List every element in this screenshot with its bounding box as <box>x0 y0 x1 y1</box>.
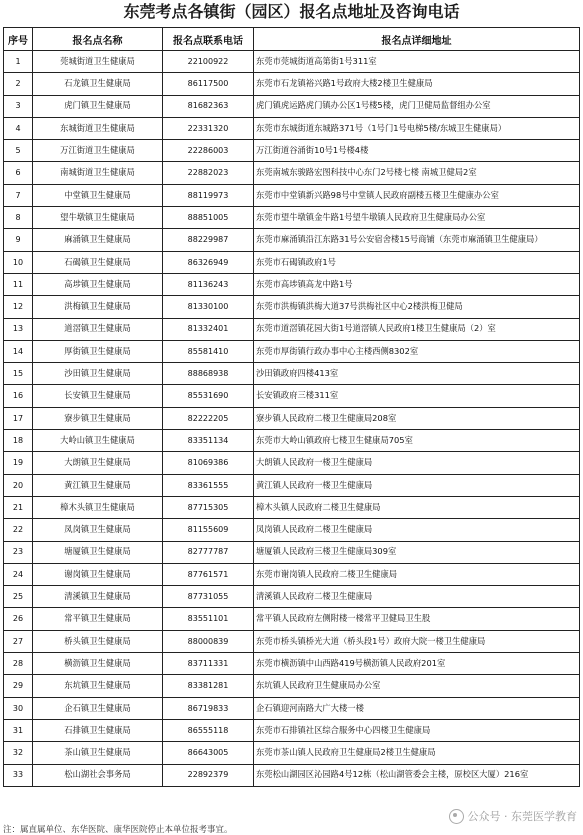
station-address: 东莞市茶山镇人民政府卫生健康局2楼卫生健康局 <box>254 742 580 764</box>
table-row <box>4 742 580 764</box>
row-number: 3 <box>4 95 33 117</box>
table-body <box>4 51 580 787</box>
station-address: 东莞市麻涌镇沿江东路31号公安宿舍楼15号商铺（东莞市麻涌镇卫生健康局） <box>254 229 580 251</box>
row-number: 7 <box>4 184 33 206</box>
table-row <box>4 117 580 139</box>
row-number: 5 <box>4 140 33 162</box>
table-row <box>4 95 580 117</box>
station-phone: 86326949 <box>163 251 254 273</box>
row-number: 20 <box>4 474 33 496</box>
table-row <box>4 363 580 385</box>
table-header-row <box>4 28 580 51</box>
table-row <box>4 430 580 452</box>
row-number: 9 <box>4 229 33 251</box>
table-row <box>4 719 580 741</box>
row-number: 6 <box>4 162 33 184</box>
table-row <box>4 764 580 786</box>
station-name: 石碣镇卫生健康局 <box>33 251 163 273</box>
header-no: 序号 <box>4 28 33 51</box>
station-address: 东莞市桥头镇桥光大道（桥头段1号）政府大院一楼卫生健康局 <box>254 630 580 652</box>
station-address: 东莞市石龙镇裕兴路1号政府大楼2楼卫生健康局 <box>254 73 580 95</box>
station-address: 东莞市洪梅镇洪梅大道37号洪梅社区中心2楼洪梅卫健局 <box>254 296 580 318</box>
row-number: 8 <box>4 207 33 229</box>
table-row <box>4 519 580 541</box>
station-address: 东莞松山湖园区沁园路4号12栋（松山湖管委会主楼，原校区大厦）216室 <box>254 764 580 786</box>
row-number: 4 <box>4 117 33 139</box>
row-number: 11 <box>4 273 33 295</box>
station-name: 石排镇卫生健康局 <box>33 719 163 741</box>
row-number: 15 <box>4 363 33 385</box>
station-phone: 86719833 <box>163 697 254 719</box>
row-number: 2 <box>4 73 33 95</box>
row-number: 10 <box>4 251 33 273</box>
station-name: 黄江镇卫生健康局 <box>33 474 163 496</box>
station-phone: 82222205 <box>163 407 254 429</box>
station-phone: 87715305 <box>163 496 254 518</box>
table-row <box>4 51 580 73</box>
row-number: 28 <box>4 653 33 675</box>
registration-table <box>3 27 580 787</box>
row-number: 14 <box>4 340 33 362</box>
station-phone: 83551101 <box>163 608 254 630</box>
station-address: 东莞市石碣镇政府1号 <box>254 251 580 273</box>
row-number: 33 <box>4 764 33 786</box>
table-row <box>4 496 580 518</box>
station-phone: 81069386 <box>163 452 254 474</box>
header-address: 报名点详细地址 <box>254 28 580 51</box>
station-phone: 86643005 <box>163 742 254 764</box>
station-address: 大朗镇人民政府一楼卫生健康局 <box>254 452 580 474</box>
station-address: 东莞市厚街镇行政办事中心主楼西侧8302室 <box>254 340 580 362</box>
station-phone: 82777787 <box>163 541 254 563</box>
row-number: 25 <box>4 586 33 608</box>
station-address: 长安镇政府三楼311室 <box>254 385 580 407</box>
station-name: 谢岗镇卫生健康局 <box>33 563 163 585</box>
station-name: 万江街道卫生健康局 <box>33 140 163 162</box>
station-address: 沙田镇政府四楼413室 <box>254 363 580 385</box>
station-name: 望牛墩镇卫生健康局 <box>33 207 163 229</box>
station-address: 东莞市望牛墩镇金牛路1号望牛墩镇人民政府卫生健康局办公室 <box>254 207 580 229</box>
table-row <box>4 251 580 273</box>
table-row <box>4 340 580 362</box>
station-phone: 88229987 <box>163 229 254 251</box>
station-name: 茶山镇卫生健康局 <box>33 742 163 764</box>
station-name: 厚街镇卫生健康局 <box>33 340 163 362</box>
station-name: 长安镇卫生健康局 <box>33 385 163 407</box>
row-number: 32 <box>4 742 33 764</box>
station-phone: 85581410 <box>163 340 254 362</box>
row-number: 12 <box>4 296 33 318</box>
station-phone: 88119973 <box>163 184 254 206</box>
station-name: 凤岗镇卫生健康局 <box>33 519 163 541</box>
table-row <box>4 541 580 563</box>
station-address: 常平镇人民政府左侧附楼一楼常平卫健局卫生股 <box>254 608 580 630</box>
station-name: 东城街道卫生健康局 <box>33 117 163 139</box>
station-address: 东莞市谢岗镇人民政府二楼卫生健康局 <box>254 563 580 585</box>
station-name: 横沥镇卫生健康局 <box>33 653 163 675</box>
station-name: 桥头镇卫生健康局 <box>33 630 163 652</box>
station-phone: 22286003 <box>163 140 254 162</box>
station-address: 东莞市中堂镇新兴路98号中堂镇人民政府副楼五楼卫生健康办公室 <box>254 184 580 206</box>
station-name: 清溪镇卫生健康局 <box>33 586 163 608</box>
row-number: 23 <box>4 541 33 563</box>
station-phone: 88000839 <box>163 630 254 652</box>
table-row <box>4 273 580 295</box>
row-number: 31 <box>4 719 33 741</box>
table-row <box>4 697 580 719</box>
watermark <box>449 808 578 824</box>
table-row <box>4 318 580 340</box>
row-number: 19 <box>4 452 33 474</box>
table-row <box>4 73 580 95</box>
station-name: 石龙镇卫生健康局 <box>33 73 163 95</box>
table-row <box>4 675 580 697</box>
station-address: 东莞市大岭山镇政府七楼卫生健康局705室 <box>254 430 580 452</box>
row-number: 30 <box>4 697 33 719</box>
station-name: 松山湖社会事务局 <box>33 764 163 786</box>
row-number: 16 <box>4 385 33 407</box>
table-row <box>4 474 580 496</box>
table-row <box>4 407 580 429</box>
table-row <box>4 385 580 407</box>
station-name: 塘厦镇卫生健康局 <box>33 541 163 563</box>
header-phone: 报名点联系电话 <box>163 28 254 51</box>
page-title: 东莞考点各镇街（园区）报名点地址及咨询电话 <box>123 2 460 21</box>
station-phone: 81682363 <box>163 95 254 117</box>
row-number: 1 <box>4 51 33 73</box>
station-phone: 86117500 <box>163 73 254 95</box>
station-address: 企石镇迎河南路大广大楼一楼 <box>254 697 580 719</box>
footnote: 注：属直属单位、东华医院、康华医院停止本单位报考事宜。 <box>3 825 233 835</box>
station-name: 企石镇卫生健康局 <box>33 697 163 719</box>
station-phone: 83351134 <box>163 430 254 452</box>
table-row <box>4 653 580 675</box>
table-row <box>4 563 580 585</box>
station-address: 清溪镇人民政府二楼卫生健康局 <box>254 586 580 608</box>
station-phone: 81332401 <box>163 318 254 340</box>
station-address: 东莞市横沥镇中山西路419号横沥镇人民政府201室 <box>254 653 580 675</box>
station-address: 樟木头镇人民政府二楼卫生健康局 <box>254 496 580 518</box>
row-number: 17 <box>4 407 33 429</box>
station-name: 中堂镇卫生健康局 <box>33 184 163 206</box>
station-name: 大朗镇卫生健康局 <box>33 452 163 474</box>
station-address: 东坑镇人民政府卫生健康局办公室 <box>254 675 580 697</box>
header-name: 报名点名称 <box>33 28 163 51</box>
wechat-icon <box>449 809 464 824</box>
station-phone: 87761571 <box>163 563 254 585</box>
station-phone: 85531690 <box>163 385 254 407</box>
station-phone: 81155609 <box>163 519 254 541</box>
station-address: 寮步镇人民政府二楼卫生健康局208室 <box>254 407 580 429</box>
row-number: 21 <box>4 496 33 518</box>
station-address: 东莞市高埗镇高龙中路1号 <box>254 273 580 295</box>
station-address: 凤岗镇人民政府二楼卫生健康局 <box>254 519 580 541</box>
station-phone: 22882023 <box>163 162 254 184</box>
table-row <box>4 184 580 206</box>
station-name: 樟木头镇卫生健康局 <box>33 496 163 518</box>
station-address: 东莞市石排镇社区综合服务中心四楼卫生健康局 <box>254 719 580 741</box>
station-name: 寮步镇卫生健康局 <box>33 407 163 429</box>
station-address: 东莞市莞城街道高第街1号311室 <box>254 51 580 73</box>
station-phone: 22331320 <box>163 117 254 139</box>
table-row <box>4 229 580 251</box>
table-row <box>4 207 580 229</box>
station-phone: 22100922 <box>163 51 254 73</box>
watermark-text: 公众号 · 东莞医学教育 <box>467 810 577 823</box>
row-number: 26 <box>4 608 33 630</box>
table-row <box>4 162 580 184</box>
station-address: 黄江镇人民政府一楼卫生健康局 <box>254 474 580 496</box>
station-phone: 83361555 <box>163 474 254 496</box>
station-phone: 87731055 <box>163 586 254 608</box>
station-phone: 22892379 <box>163 764 254 786</box>
table-row <box>4 586 580 608</box>
station-name: 莞城街道卫生健康局 <box>33 51 163 73</box>
row-number: 13 <box>4 318 33 340</box>
row-number: 24 <box>4 563 33 585</box>
station-address: 虎门镇虎运路虎门镇办公区1号楼5楼，虎门卫健局监督组办公室 <box>254 95 580 117</box>
station-address: 万江街道谷涌街10号1号楼4楼 <box>254 140 580 162</box>
station-name: 洪梅镇卫生健康局 <box>33 296 163 318</box>
station-phone: 86555118 <box>163 719 254 741</box>
station-name: 虎门镇卫生健康局 <box>33 95 163 117</box>
table-row <box>4 452 580 474</box>
station-name: 南城街道卫生健康局 <box>33 162 163 184</box>
station-phone: 88851005 <box>163 207 254 229</box>
station-name: 常平镇卫生健康局 <box>33 608 163 630</box>
station-phone: 81136243 <box>163 273 254 295</box>
station-name: 高埗镇卫生健康局 <box>33 273 163 295</box>
station-phone: 83381281 <box>163 675 254 697</box>
station-name: 东坑镇卫生健康局 <box>33 675 163 697</box>
station-name: 道滘镇卫生健康局 <box>33 318 163 340</box>
station-address: 东莞南城东骏路宏图科技中心东门2号楼七楼 南城卫健局2室 <box>254 162 580 184</box>
row-number: 27 <box>4 630 33 652</box>
station-name: 大岭山镇卫生健康局 <box>33 430 163 452</box>
station-phone: 83711331 <box>163 653 254 675</box>
station-phone: 88868938 <box>163 363 254 385</box>
table-row <box>4 608 580 630</box>
row-number: 18 <box>4 430 33 452</box>
station-address: 东莞市东城街道东城路371号（1号门1号电梯5楼/东城卫生健康局） <box>254 117 580 139</box>
station-name: 麻涌镇卫生健康局 <box>33 229 163 251</box>
row-number: 29 <box>4 675 33 697</box>
station-address: 塘厦镇人民政府三楼卫生健康局309室 <box>254 541 580 563</box>
station-name: 沙田镇卫生健康局 <box>33 363 163 385</box>
table-row <box>4 140 580 162</box>
station-phone: 81330100 <box>163 296 254 318</box>
station-address: 东莞市道滘镇花园大街1号道滘镇人民政府1楼卫生健康局（2）室 <box>254 318 580 340</box>
table-row <box>4 630 580 652</box>
row-number: 22 <box>4 519 33 541</box>
table-row <box>4 296 580 318</box>
